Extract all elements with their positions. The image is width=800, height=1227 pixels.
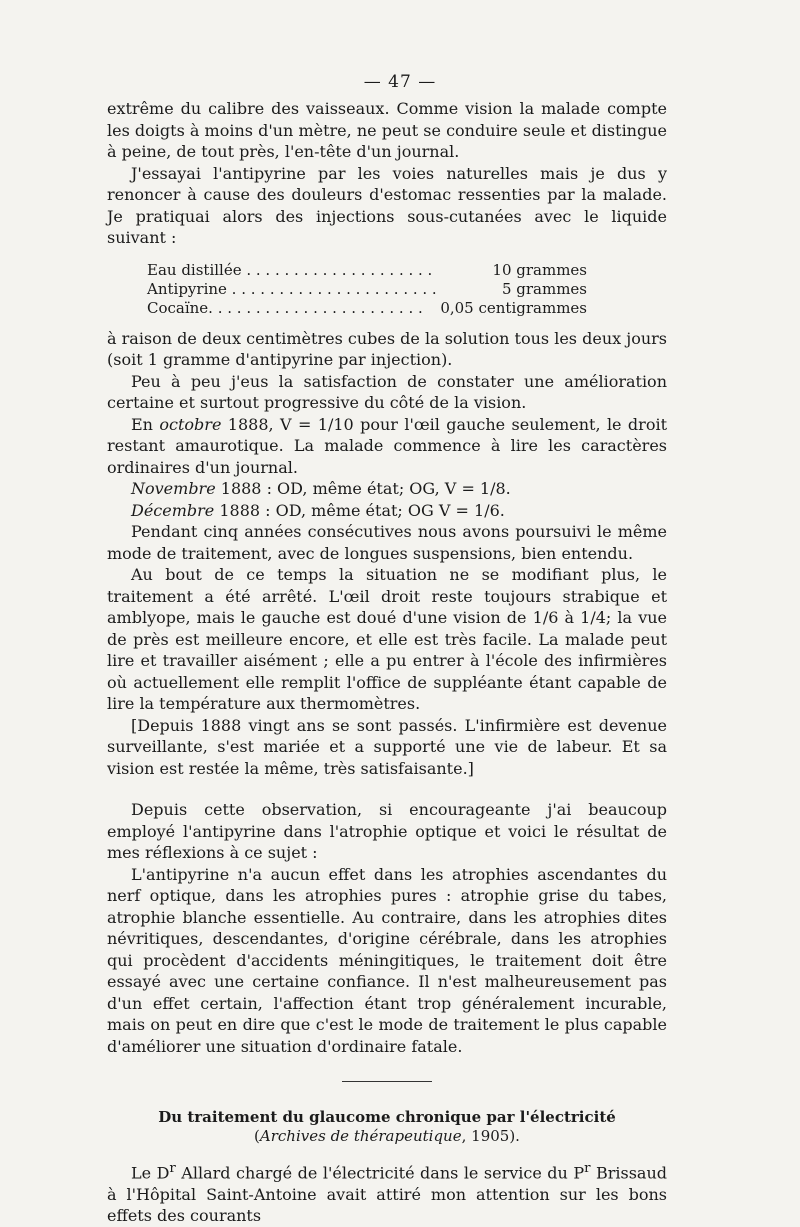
paragraph: Peu à peu j'eus la satisfaction de constater une amélioration certaine et surtout progressive du côté de la vision.	[107, 371, 667, 412]
paragraph	[107, 500, 667, 522]
paragraph: Au bout de ce temps la situation ne se modifiant plus, le traitement a été arrêté. L'œil droit reste toujours strabique et amblyope, mais le gauche est doué d'une vision de 1/6 à 1/4; la vue de près est meilleure encore, et elle est très facile. La malade peut lire et travailler aisément ; elle a pu entrer à l'école des infirmières où actuellement elle remplit l'office de suppléante étant capable de lire la température aux thermomètres.	[107, 565, 667, 713]
text-run: En	[131, 414, 160, 434]
section-source	[107, 1127, 667, 1146]
paragraph: à raison de deux centimètres cubes de la solution tous les deux jours (soit 1 gramme d'antipyrine par injection).	[107, 328, 667, 369]
month-italic: octobre	[159, 414, 222, 434]
ingredient-dose: 0,05 centigrammes	[440, 298, 587, 317]
text-run: Brissaud à l'Hôpital Saint-Antoine avait attiré mon attention sur les bons effets des courants	[107, 1163, 668, 1226]
text-run: , 1905).	[461, 1127, 520, 1145]
prescription-row	[147, 299, 587, 318]
paragraph: [Depuis 1888 vingt ans se sont passés. L'infirmière est devenue surveillante, s'est mariée et a supporté une vie de labeur. Et sa vision est restée la même, très satisfaisante.]	[107, 715, 667, 778]
text-run: 1888 : OD, même état; OG, V = 1/8.	[215, 479, 511, 498]
ingredient-name: Cocaïne. . . . . . . . . . . . . . . . . . . . . . .	[147, 298, 423, 317]
prescription-row	[147, 261, 587, 280]
month-italic: Novembre	[131, 479, 216, 498]
paragraph: Depuis cette observation, si encourageante j'ai beaucoup employé l'antipyrine dans l'atrophie optique et voici le résultat de mes réflexions à ce sujet :	[107, 800, 667, 862]
section-divider	[342, 1081, 432, 1082]
prescription-row	[147, 280, 587, 299]
ingredient-name: Antipyrine . . . . . . . . . . . . . . . . . . . . . .	[147, 279, 437, 298]
text-run: Le D	[131, 1163, 170, 1183]
paragraph: Pendant cinq années consécutives nous avons poursuivi le même mode de traitement, avec de longues suspensions, bien entendu.	[107, 522, 667, 563]
paragraph	[107, 478, 667, 500]
page-body	[107, 98, 667, 1227]
superscript: r	[584, 1161, 591, 1176]
prescription-table	[147, 261, 587, 318]
text-run: (	[254, 1127, 260, 1145]
paragraph	[107, 414, 667, 479]
paragraph: extrême du calibre des vaisseaux. Comme vision la malade compte les doigts à moins d'un mètre, ne peut se conduire seule et distingue à peine, de tout près, l'en-tête d'un journal.	[107, 99, 667, 161]
text-run: 1888 : OD, même état; OG V = 1/6.	[214, 500, 505, 520]
ingredient-dose: 10 grammes	[492, 260, 587, 279]
paragraph: J'essayai l'antipyrine par les voies naturelles mais je dus y renoncer à cause des douleurs d'estomac ressenties par la malade. Je pratiquai alors des injections sous-cutanées avec le liquide suivant :	[107, 163, 667, 247]
month-italic: Décembre	[131, 500, 215, 520]
ingredient-dose: 5 grammes	[501, 279, 587, 298]
text-run: Allard chargé de l'électricité dans le service du P	[175, 1163, 585, 1183]
section-title: Du traitement du glaucome chronique par l'électricité	[158, 1108, 616, 1126]
text-run: 1888, V = 1/10 pour l'œil gauche seulement, le droit restant amaurotique. La malade commence à lire les caractères ordinaires d'un journal.	[107, 414, 667, 477]
paragraph: L'antipyrine n'a aucun effet dans les atrophies ascendantes du nerf optique, dans les atrophies pures : atrophie grise du tabes, atrophie blanche essentielle. Au contraire, dans les atrophies dites névritiques, descendantes, d'origine cérébrale, dans les atrophies qui procèdent d'accidents méningitiques, le traitement doit être essayé avec une certaine confiance. Il n'est malheureusement pas d'un effet certain, l'affection étant trop généralement incurable, mais on peut en dire que c'est le mode de traitement le plus capable d'améliorer une situation d'ordinaire fatale.	[107, 864, 667, 1056]
superscript: r	[169, 1161, 176, 1176]
page-number: — 47 —	[363, 72, 437, 92]
spacer	[107, 779, 667, 799]
paragraph	[107, 1158, 667, 1227]
journal-italic: Archives de thérapeutique	[259, 1127, 462, 1145]
ingredient-name: Eau distillée . . . . . . . . . . . . . . . . . . . .	[147, 260, 433, 279]
